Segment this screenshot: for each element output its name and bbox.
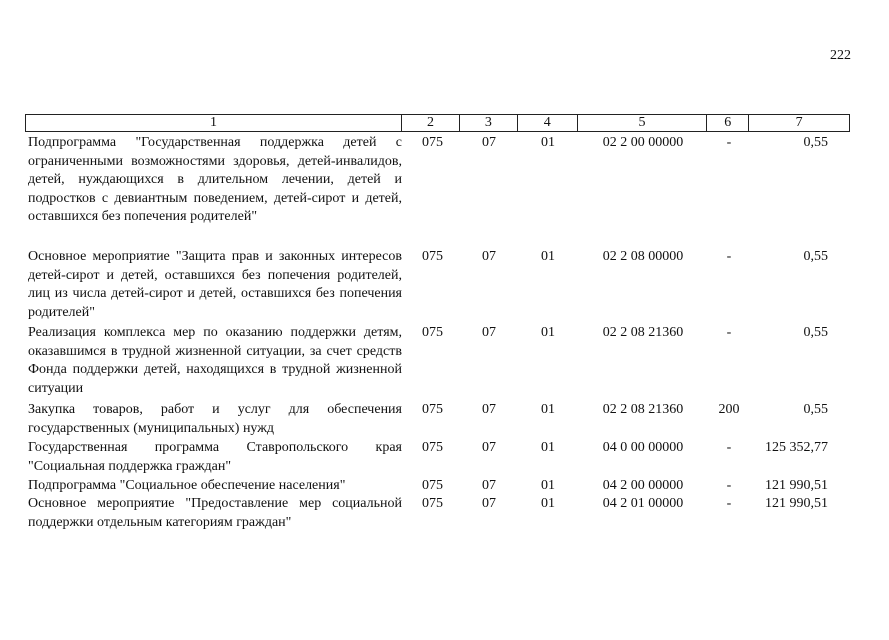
row-code-6: - bbox=[726, 249, 732, 264]
row-code-5: 04 2 00 00000 bbox=[602, 478, 684, 493]
row-code-3: 07 bbox=[482, 325, 496, 340]
row-code-4: 01 bbox=[541, 325, 555, 340]
row-code-2: 075 bbox=[422, 325, 443, 340]
page-number: 222 bbox=[830, 48, 851, 63]
row-code-2: 075 bbox=[422, 478, 443, 493]
row-name: Подпрограмма "Государственная поддержка детей с ограниченными возможностями здоровья, детей-инвалидов, детей, нуждающихся в длительном лечении, детей и подростков с девиантным поведением, детей-сирот и детей, оставшихся без попечения родителей" bbox=[28, 135, 402, 224]
row-amount: 125 352,77 bbox=[765, 440, 828, 455]
row-name: Основное мероприятие "Защита прав и законных интересов детей-сирот и детей, оставшихся без попечения родителей, лиц из числа детей-сирот и детей, оставшихся без попечения родителей" bbox=[28, 249, 402, 320]
row-code-3: 07 bbox=[482, 249, 496, 264]
table-row bbox=[25, 439, 850, 476]
row-code-6: - bbox=[726, 496, 732, 511]
row-name: Закупка товаров, работ и услуг для обеспечения государственных (муниципальных) нужд bbox=[28, 402, 402, 436]
row-name: Реализация комплекса мер по оказанию поддержки детям, оказавшимся в трудной жизненной ситуации, за счет средств Фонда поддержки детей, находящихся в трудной жизненной ситуации bbox=[28, 325, 402, 396]
row-amount: 0,55 bbox=[803, 325, 828, 340]
table-row bbox=[25, 401, 850, 438]
row-code-2: 075 bbox=[422, 440, 443, 455]
row-code-6: - bbox=[726, 135, 732, 150]
row-code-5: 02 2 00 00000 bbox=[602, 135, 684, 150]
row-amount: 121 990,51 bbox=[765, 478, 828, 493]
header-cell: 7 bbox=[795, 115, 803, 130]
row-code-5: 02 2 08 00000 bbox=[602, 249, 684, 264]
row-code-5: 04 2 01 00000 bbox=[602, 496, 684, 511]
row-code-3: 07 bbox=[482, 135, 496, 150]
row-code-3: 07 bbox=[482, 402, 496, 417]
row-name: Государственная программа Ставропольского края "Социальная поддержка граждан" bbox=[28, 440, 402, 474]
row-code-4: 01 bbox=[541, 496, 555, 511]
row-code-3: 07 bbox=[482, 440, 496, 455]
header-cell: 4 bbox=[518, 115, 578, 131]
table-row bbox=[25, 324, 850, 398]
row-amount: 0,55 bbox=[803, 135, 828, 150]
row-name: Основное мероприятие "Предоставление мер социальной поддержки отдельным категориям граждан" bbox=[28, 496, 402, 530]
header-cell: 3 bbox=[460, 115, 518, 131]
row-name: Подпрограмма "Социальное обеспечение населения" bbox=[28, 478, 346, 493]
row-code-6: - bbox=[726, 440, 732, 455]
row-code-4: 01 bbox=[541, 478, 555, 493]
row-code-6: - bbox=[726, 325, 732, 340]
header-cell: 2 bbox=[402, 115, 460, 131]
row-code-2: 075 bbox=[422, 402, 443, 417]
row-code-5: 04 0 00 00000 bbox=[602, 440, 684, 455]
header-cell: 6 bbox=[707, 115, 749, 131]
row-code-2: 075 bbox=[422, 135, 443, 150]
header-cell: 1 bbox=[26, 115, 402, 131]
row-code-4: 01 bbox=[541, 135, 555, 150]
row-code-2: 075 bbox=[422, 496, 443, 511]
table-header bbox=[25, 114, 850, 132]
row-code-4: 01 bbox=[541, 440, 555, 455]
header-cell: 5 bbox=[578, 115, 708, 131]
row-code-5: 02 2 08 21360 bbox=[602, 402, 684, 417]
row-amount: 0,55 bbox=[803, 249, 828, 264]
row-code-4: 01 bbox=[541, 249, 555, 264]
row-code-5: 02 2 08 21360 bbox=[602, 325, 684, 340]
row-code-3: 07 bbox=[482, 496, 496, 511]
row-code-6: - bbox=[726, 478, 732, 493]
table-row bbox=[25, 134, 850, 227]
table-row bbox=[25, 248, 850, 322]
table-row bbox=[25, 477, 850, 496]
row-code-3: 07 bbox=[482, 478, 496, 493]
row-amount: 0,55 bbox=[803, 402, 828, 417]
row-code-6: 200 bbox=[718, 402, 740, 417]
row-code-2: 075 bbox=[422, 249, 443, 264]
row-amount: 121 990,51 bbox=[765, 496, 828, 511]
table-row bbox=[25, 495, 850, 532]
row-code-4: 01 bbox=[541, 402, 555, 417]
